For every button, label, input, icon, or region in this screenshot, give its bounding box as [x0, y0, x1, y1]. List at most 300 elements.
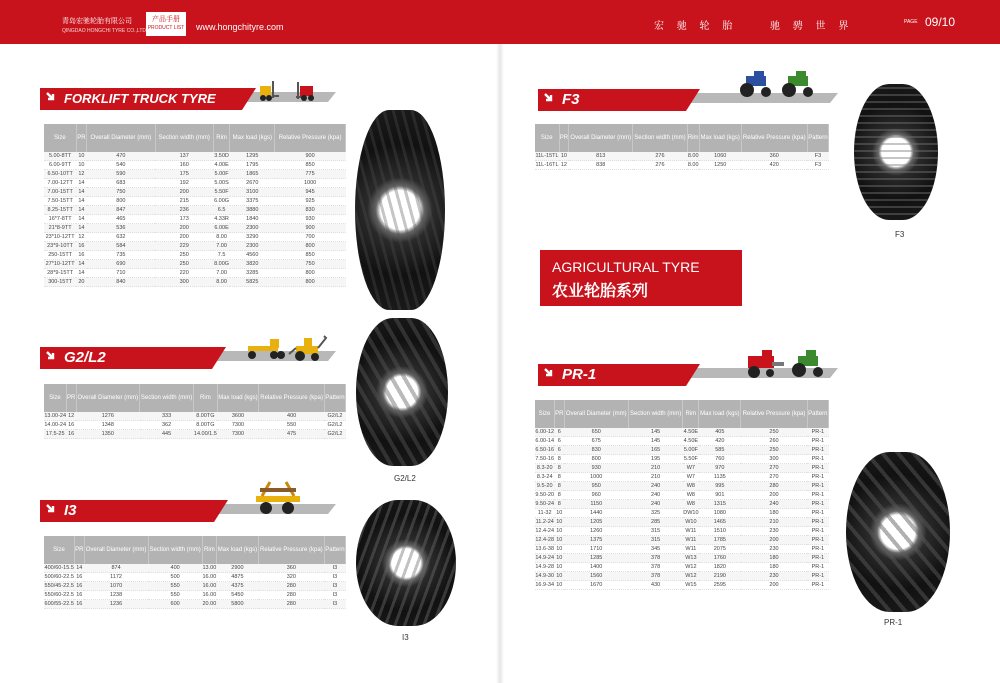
table-cell: 240	[628, 491, 683, 500]
table-row	[44, 600, 346, 609]
table-cell: 8.00	[687, 153, 699, 160]
table-cell: 300-15TT	[44, 278, 76, 287]
table-cell: 229	[155, 242, 213, 251]
table-cell: 1205	[564, 518, 628, 527]
table-cell: 1375	[564, 536, 628, 545]
table-cell: 10	[556, 573, 563, 580]
pr1-tyre-image	[846, 452, 950, 612]
table-cell: 300	[155, 278, 213, 287]
table-cell: 17.5-25	[45, 431, 65, 438]
table-cell: 8	[554, 473, 564, 482]
table-cell: 12	[76, 233, 86, 242]
table-row	[535, 482, 829, 491]
table-cell: 250-15TT	[44, 251, 76, 260]
table-row	[535, 491, 829, 500]
table-cell: 4375	[217, 582, 259, 591]
i3-tyre-caption: I3	[402, 633, 409, 642]
table-cell: 470	[87, 152, 155, 161]
column-header: Section width (mm)	[140, 384, 194, 412]
table-cell: 7.00-15TT	[44, 188, 76, 197]
table-cell: 6	[554, 446, 564, 455]
table-cell: 1760	[699, 554, 741, 563]
column-header: Rim	[683, 400, 699, 428]
table-cell: 1135	[699, 473, 741, 482]
table-row	[535, 581, 829, 590]
table-cell: I3	[324, 573, 345, 582]
column-header: Relative Pressure (kpa)	[275, 124, 346, 152]
table-cell: 210	[628, 473, 683, 482]
column-header: Overall Diameter (mm)	[564, 400, 628, 428]
table-cell: 1710	[564, 545, 628, 554]
table-cell: 6.5	[213, 206, 230, 215]
table-cell: I3	[324, 591, 345, 600]
i3-spec-table	[44, 536, 346, 609]
column-header: PR	[74, 536, 84, 564]
table-cell: 8	[554, 482, 564, 491]
table-cell: 420	[741, 161, 807, 170]
table-cell: 1080	[699, 509, 741, 518]
table-cell: 7.50-16	[535, 456, 555, 463]
table-cell: 3375	[230, 197, 275, 206]
table-cell: 192	[155, 179, 213, 188]
table-header-row	[44, 384, 346, 412]
table-cell: PR-1	[807, 464, 828, 473]
section-title-g2l2: G2/L2	[64, 349, 106, 366]
table-cell: 200	[155, 233, 213, 242]
table-cell: 16	[76, 251, 86, 260]
table-cell: 378	[628, 572, 683, 581]
table-row	[535, 446, 829, 455]
table-cell: 236	[155, 206, 213, 215]
table-cell: 378	[628, 563, 683, 572]
table-cell: 632	[87, 233, 155, 242]
table-cell: 650	[564, 428, 628, 437]
table-cell: 180	[741, 509, 807, 518]
table-cell: PR-1	[807, 545, 828, 554]
table-cell: 813	[569, 152, 633, 161]
table-cell: 10	[556, 528, 563, 535]
table-cell: 215	[155, 197, 213, 206]
column-header: Section width (mm)	[155, 124, 213, 152]
table-cell: 5450	[217, 591, 259, 600]
table-cell: 5.00-8TT	[44, 152, 76, 161]
table-cell: 5800	[217, 600, 259, 609]
table-cell: 1670	[564, 581, 628, 590]
table-cell: 5.50F	[214, 189, 229, 196]
table-cell: 27*10-12TT	[45, 261, 75, 268]
table-cell: PR-1	[807, 581, 828, 590]
table-cell: 1276	[76, 412, 140, 421]
table-cell: PR-1	[807, 437, 828, 446]
table-cell: 4875	[217, 573, 259, 582]
table-cell: 1236	[84, 600, 148, 609]
table-cell: 8.00	[213, 233, 230, 242]
column-header: Size	[535, 400, 554, 428]
table-cell: 925	[275, 197, 346, 206]
table-cell: W8	[683, 482, 699, 491]
table-cell: 165	[628, 446, 683, 455]
table-cell: PR-1	[807, 536, 828, 545]
table-cell: 775	[275, 170, 346, 179]
table-cell: 12	[68, 413, 75, 420]
table-cell: 260	[741, 437, 807, 446]
table-row	[44, 170, 346, 179]
table-cell: 800	[275, 278, 346, 287]
table-row	[44, 421, 346, 430]
table-cell: PR-1	[807, 554, 828, 563]
table-cell: 2075	[699, 545, 741, 554]
table-cell: 6	[554, 428, 564, 437]
table-cell: 280	[258, 591, 324, 600]
f3-tyre-caption: F3	[895, 230, 905, 239]
table-cell: 360	[258, 564, 324, 573]
table-cell: 2190	[699, 572, 741, 581]
table-row	[535, 518, 829, 527]
table-cell: 683	[87, 179, 155, 188]
table-cell: 550/60-22.5	[44, 592, 74, 599]
table-cell: 23*10-12TT	[45, 234, 75, 241]
table-cell: 1560	[564, 572, 628, 581]
table-cell: 280	[741, 482, 807, 491]
table-cell: 6.00-14	[535, 438, 555, 445]
table-cell: 1172	[84, 573, 148, 582]
table-cell: 285	[628, 518, 683, 527]
column-header: Max load (kgs)	[217, 536, 259, 564]
table-cell: 20.00	[202, 601, 217, 608]
table-row	[535, 527, 829, 536]
table-header-row	[535, 124, 829, 152]
column-header: Rim	[194, 384, 218, 412]
table-cell: 28*9-15TT	[44, 269, 76, 278]
column-header: Pattern	[807, 400, 828, 428]
table-cell: 220	[155, 269, 213, 278]
table-cell: 1465	[699, 518, 741, 527]
table-row	[44, 215, 346, 224]
table-cell: 250	[741, 446, 807, 455]
table-cell: 14.00/1.5	[193, 431, 217, 438]
table-cell: 4.33R	[214, 216, 229, 223]
table-cell: 10	[556, 582, 563, 589]
table-cell: 1350	[76, 430, 140, 439]
table-cell: 10	[76, 152, 86, 161]
section-title-pr1: PR-1	[562, 366, 597, 383]
g2l2-tyre-image	[356, 318, 448, 466]
table-header-row	[535, 400, 829, 428]
company-name-cn: 青岛宏驰轮胎有限公司	[62, 18, 132, 25]
table-cell: 7.5	[213, 251, 230, 260]
agri-title-en: AGRICULTURAL TYRE	[552, 259, 700, 275]
table-row	[44, 152, 346, 161]
table-cell: 6.00-9TT	[44, 161, 76, 170]
agricultural-tyre-banner	[540, 250, 742, 306]
harvester-icon	[742, 348, 784, 383]
table-cell: 210	[741, 518, 807, 527]
table-row	[44, 582, 346, 591]
table-cell: 901	[699, 491, 741, 500]
table-cell: 3.50D	[214, 153, 229, 160]
table-cell: PR-1	[807, 509, 828, 518]
table-cell: 240	[628, 482, 683, 491]
table-cell: 550	[259, 421, 325, 430]
column-header: Pattern	[807, 124, 828, 152]
column-header: Section width (mm)	[628, 400, 683, 428]
arrow-icon	[46, 351, 58, 364]
table-cell: 16.00	[202, 574, 217, 581]
table-cell: PR-1	[807, 491, 828, 500]
table-cell: 400/60-15.5	[44, 565, 74, 572]
table-cell: 8	[554, 491, 564, 500]
column-header: Size	[44, 536, 74, 564]
page-header	[0, 0, 1000, 44]
table-cell: 800	[275, 242, 346, 251]
table-cell: 1070	[84, 582, 148, 591]
table-cell: 840	[87, 278, 155, 287]
table-cell: 800	[87, 197, 155, 206]
page-spine	[496, 44, 504, 683]
table-cell: 16	[68, 431, 75, 438]
page-number: 09/10	[925, 15, 956, 29]
table-cell: 1238	[84, 591, 148, 600]
table-cell: 320	[258, 573, 324, 582]
table-cell: 12.4-24	[535, 528, 555, 535]
table-row	[44, 260, 346, 269]
table-cell: 333	[140, 412, 194, 421]
table-cell: 5.50F	[683, 456, 698, 463]
table-cell: 280	[258, 600, 324, 609]
table-cell: 830	[275, 206, 346, 215]
table-row	[44, 206, 346, 215]
table-cell: 9.50-20	[535, 492, 555, 499]
i3-tyre-image	[356, 500, 456, 626]
column-header: Overall Diameter (mm)	[569, 124, 633, 152]
table-cell: 14	[76, 260, 86, 269]
section-title-f3: F3	[562, 91, 580, 108]
column-header: Rim	[213, 124, 230, 152]
table-cell: 1785	[699, 536, 741, 545]
column-header: Relative Pressure (kpa)	[741, 124, 807, 152]
company-name-en: QINGDAO HONGCHI TYRE CO.,LTD	[62, 28, 146, 34]
table-row	[535, 554, 829, 563]
table-cell: W7	[683, 464, 699, 473]
table-cell: F3	[807, 152, 828, 161]
table-cell: 16	[76, 592, 83, 599]
column-header: Pattern	[324, 536, 345, 564]
table-cell: 930	[275, 215, 346, 224]
table-cell: 5.00F	[214, 171, 229, 178]
table-cell: 8.00TG	[194, 421, 218, 430]
table-cell: 7.50-15TT	[44, 197, 76, 206]
table-cell: 10	[556, 564, 563, 571]
table-row	[44, 430, 346, 439]
table-cell: W12	[683, 563, 699, 572]
column-header: Overall Diameter (mm)	[84, 536, 148, 564]
table-cell: 14.9-24	[535, 555, 555, 562]
table-cell: 750	[87, 188, 155, 197]
table-cell: W11	[683, 527, 699, 536]
table-cell: 16.00	[202, 583, 217, 590]
table-cell: 1440	[564, 509, 628, 518]
table-cell: 16	[76, 583, 83, 590]
table-cell: 400	[259, 412, 325, 421]
manual-label-cn: 产品手册	[152, 16, 180, 23]
table-cell: 230	[741, 527, 807, 536]
table-cell: 10	[560, 153, 567, 160]
tractor-green-icon	[780, 70, 816, 103]
table-cell: 700	[275, 233, 346, 242]
table-row	[44, 591, 346, 600]
table-cell: 175	[155, 170, 213, 179]
table-cell: 7300	[217, 421, 259, 430]
column-header: Size	[44, 384, 66, 412]
table-cell: 145	[628, 428, 683, 437]
table-cell: 5.00F	[683, 447, 698, 454]
table-row	[535, 161, 829, 170]
g2l2-tyre-caption: G2/L2	[394, 474, 416, 483]
table-cell: 195	[628, 455, 683, 464]
table-cell: 345	[628, 545, 683, 554]
table-cell: 3600	[217, 412, 259, 421]
table-row	[535, 152, 829, 161]
column-header: Section width (mm)	[633, 124, 687, 152]
table-cell: 10	[556, 555, 563, 562]
table-row	[44, 412, 346, 421]
table-cell: PR-1	[807, 518, 828, 527]
table-cell: PR-1	[807, 473, 828, 482]
table-row	[44, 269, 346, 278]
table-cell: 3285	[230, 269, 275, 278]
table-cell: F3	[807, 161, 828, 170]
column-header: Size	[44, 124, 76, 152]
table-cell: 2595	[699, 581, 741, 590]
table-cell: 23*9-10TT	[44, 242, 76, 251]
table-cell: 550	[148, 591, 202, 600]
table-cell: 8	[554, 464, 564, 473]
table-cell: 1000	[564, 473, 628, 482]
table-cell: 230	[741, 545, 807, 554]
table-cell: 8.00	[687, 162, 699, 169]
table-cell: 850	[275, 251, 346, 260]
table-row	[44, 188, 346, 197]
table-cell: 200	[741, 536, 807, 545]
table-row	[44, 197, 346, 206]
table-cell: 995	[699, 482, 741, 491]
table-cell: 14.9-30	[535, 573, 555, 580]
table-cell: 550/45-22.5	[44, 583, 74, 590]
table-cell: 6.00-12	[535, 429, 555, 436]
table-cell: 7.00-12TT	[44, 179, 76, 188]
table-cell: 16	[76, 601, 83, 608]
table-cell: 4560	[230, 251, 275, 260]
table-cell: 14	[76, 565, 83, 572]
table-cell: 14	[76, 206, 86, 215]
table-cell: 16	[76, 242, 86, 251]
table-cell: 1510	[699, 527, 741, 536]
table-cell: I3	[324, 564, 345, 573]
table-cell: 8	[554, 500, 564, 509]
table-cell: 276	[633, 161, 687, 170]
table-row	[535, 473, 829, 482]
table-cell: 970	[699, 464, 741, 473]
table-header-row	[44, 536, 346, 564]
table-cell: 8.00G	[214, 261, 230, 268]
table-cell: 16.00	[202, 592, 217, 599]
g2l2-spec-table	[44, 384, 346, 439]
table-row	[44, 278, 346, 287]
table-cell: 6.50-10TT	[44, 170, 76, 179]
column-header: Pattern	[324, 384, 345, 412]
f3-spec-table	[535, 124, 829, 170]
forklift-spec-table	[44, 124, 346, 287]
backhoe-loader-icon	[288, 334, 328, 367]
table-cell: 276	[633, 152, 687, 161]
table-cell: 760	[699, 455, 741, 464]
table-cell: 838	[569, 161, 633, 170]
tractor-green-icon	[790, 348, 826, 383]
table-row	[44, 251, 346, 260]
table-cell: 1865	[230, 170, 275, 179]
table-cell: 800	[275, 269, 346, 278]
table-cell: 13.00-24	[44, 413, 67, 420]
website-link[interactable]: www.hongchityre.com	[196, 22, 284, 32]
pr1-tyre-caption: PR-1	[884, 618, 903, 627]
arrow-icon	[46, 92, 58, 105]
table-cell: 240	[741, 500, 807, 509]
column-header: Max load (kgs)	[230, 124, 275, 152]
table-cell: W15	[683, 581, 699, 590]
table-cell: 8.3-24	[536, 474, 553, 481]
table-cell: 930	[564, 464, 628, 473]
table-header-row	[44, 124, 346, 152]
table-row	[44, 161, 346, 170]
table-cell: 465	[87, 215, 155, 224]
table-cell: 9.50-24	[535, 501, 555, 508]
table-cell: 600	[148, 600, 202, 609]
table-cell: 536	[87, 224, 155, 233]
table-cell: 378	[628, 554, 683, 563]
column-header: Relative Pressure (kpa)	[258, 536, 324, 564]
column-header: PR	[559, 124, 569, 152]
table-cell: 21*8-9TT	[44, 224, 76, 233]
table-cell: 315	[628, 536, 683, 545]
table-cell: PR-1	[807, 500, 828, 509]
table-cell: 2300	[230, 224, 275, 233]
table-cell: 1260	[564, 527, 628, 536]
column-header: Max load (kgs)	[217, 384, 259, 412]
table-cell: 270	[741, 464, 807, 473]
table-cell: 2670	[230, 179, 275, 188]
table-cell: 735	[87, 251, 155, 260]
table-cell: PR-1	[807, 527, 828, 536]
section-bar-forklift	[40, 88, 336, 110]
table-cell: G2/L2	[324, 421, 345, 430]
table-cell: 960	[564, 491, 628, 500]
table-cell: 874	[84, 564, 148, 573]
table-cell: 500	[148, 573, 202, 582]
table-cell: 8.00	[213, 278, 230, 287]
table-cell: W11	[683, 536, 699, 545]
table-cell: 900	[275, 152, 346, 161]
column-header: Overall Diameter (mm)	[87, 124, 155, 152]
table-cell: 6.50-16	[535, 447, 555, 454]
column-header: Rim	[202, 536, 216, 564]
table-cell: 137	[155, 152, 213, 161]
table-cell: 14	[76, 224, 86, 233]
table-cell: 1795	[230, 161, 275, 170]
table-cell: PR-1	[807, 482, 828, 491]
section-title-forklift: FORKLIFT TRUCK TYRE	[64, 91, 216, 106]
table-row	[44, 179, 346, 188]
table-cell: 250	[155, 260, 213, 269]
